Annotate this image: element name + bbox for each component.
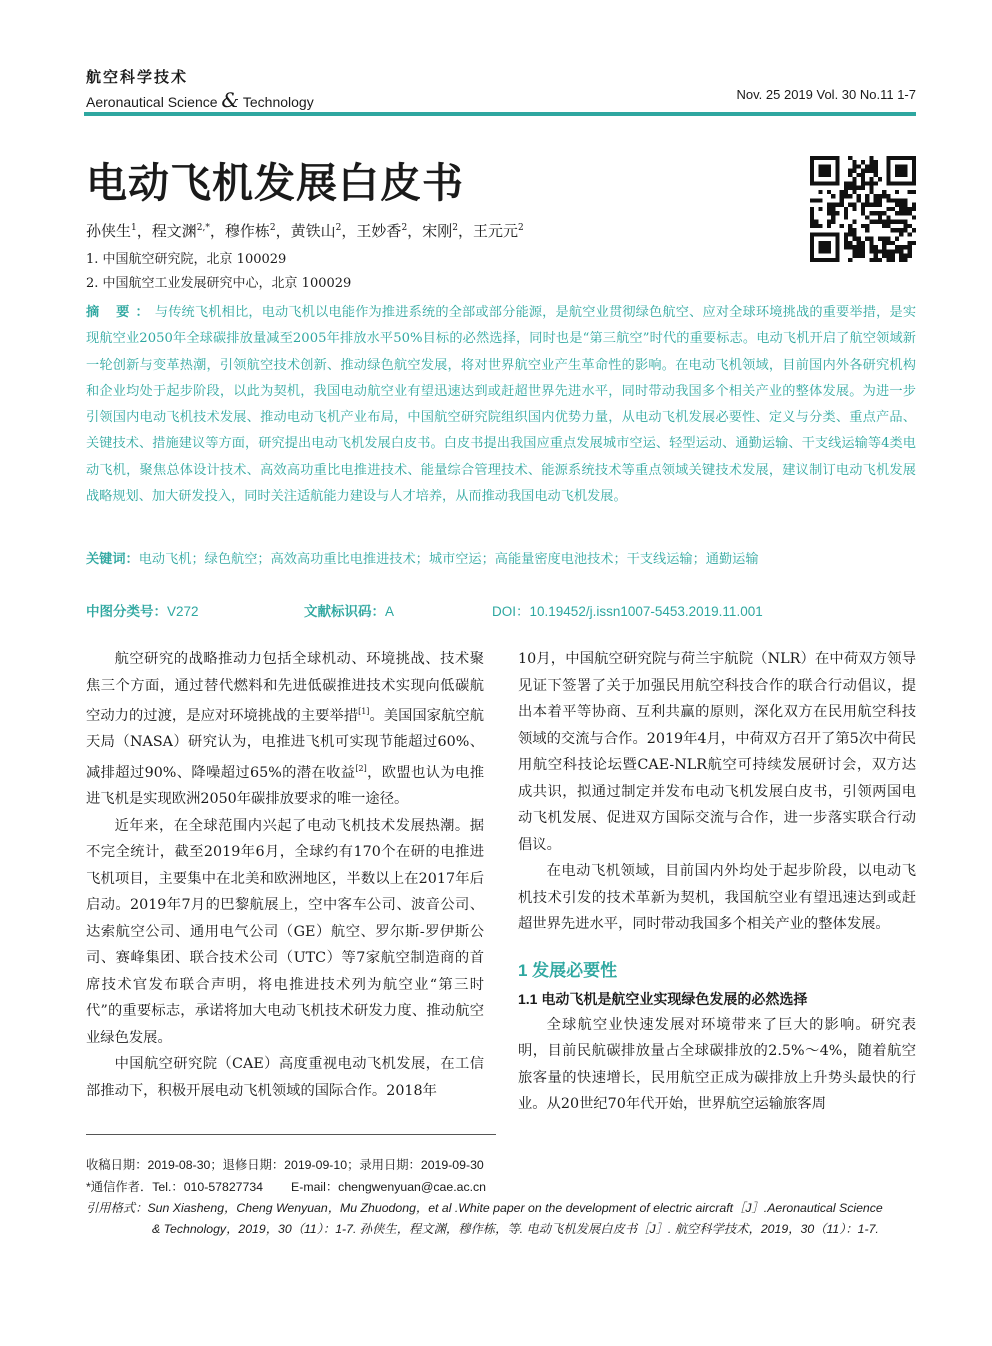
article-title: 电动飞机发展白皮书 bbox=[86, 159, 464, 207]
body-paragraph: 在电动飞机领域，目前国内外均处于起步阶段，以电动飞机技术引发的技术革新为契机，我国航空业有望迅速达到或赶超世界先进水平，同时带动我国多个相关产业的整体发展。 bbox=[518, 863, 916, 932]
body-paragraph: 近年来，在全球范围内兴起了电动飞机技术发展热潮。据不完全统计，截至2019年6月，全球约有170个在研的电推进飞机项目，主要集中在北美和欧洲地区，半数以上在2017年后启动。2019年7月的巴黎航展上，空中客车公司、波音公司、达索航空公司、通用电气公司（GE）航空、罗尔斯-罗伊斯公司、赛峰集团、联合技术公司（UTC）等7家航空制造商的首席技术官发布联合声明，将电推进技术列为航空业“第三时代”的重要标志，承诺将加大电动飞机技术研发力度、推动航空业绿色发展。 bbox=[86, 817, 484, 1046]
author-affiliation-mark: 2 bbox=[401, 223, 408, 233]
corresponding-author-tel: *通信作者．Tel.：010-57827734 bbox=[86, 1180, 264, 1194]
citation-line-1: 引用格式：Sun Xiasheng，Cheng Wenyuan，Mu Zhuodong，et al .White paper on the development of electric aircraft［J］.Aeronautical Science bbox=[86, 1201, 883, 1215]
citation-line-2: & Technology，2019，30（11）：1-7. 孙侠生，程文渊，穆作栋，等. 电动飞机发展白皮书［J］. 航空科学技术，2019，30（11）：1-7. bbox=[152, 1222, 879, 1236]
paragraph-text: ，欧盟也认为电推进飞机是实现欧洲2050年碳排放要求的唯一途径。 bbox=[86, 764, 484, 808]
doi-value[interactable]: 10.19452/j.issn1007-5453.2019.11.001 bbox=[529, 604, 763, 619]
author-name: 黄铁山 bbox=[290, 222, 336, 240]
issue-info: Nov. 25 2019 Vol. 30 No.11 1-7 bbox=[736, 87, 916, 102]
clc-label: 中图分类号： bbox=[86, 604, 167, 619]
author-affiliation-mark: 2 bbox=[335, 223, 342, 233]
body-paragraph: 全球航空业快速发展对环境带来了巨大的影响。研究表明，目前民航碳排放量占全球碳排放的2.5%～4%，随着航空旅客量的快速增长，民用航空正成为碳排放上升势头最快的行业。从20世纪70年代开始，世界航空运输旅客周 bbox=[518, 1016, 916, 1112]
keywords-text: 电动飞机；绿色航空；高效高功重比电推进技术；城市空运；高能量密度电池技术；干支线运输；通勤运输 bbox=[138, 552, 759, 567]
section-heading: 1 发展必要性 bbox=[518, 960, 618, 980]
corresponding-author-email[interactable]: E-mail：chengwenyuan@cae.ac.cn bbox=[291, 1180, 487, 1194]
author-list: 孙侠生$^1$，程文渊$^{2,*}$，穆作栋$^2$，黄铁山$^2$，王妙香$^2$，宋刚$^2$，王元元$^2$ bbox=[86, 222, 524, 240]
clc-value: V272 bbox=[167, 604, 199, 619]
qr-code-icon bbox=[810, 156, 916, 262]
citation-ref[interactable]: [2] bbox=[355, 763, 367, 773]
author-name: 程文渊 bbox=[151, 222, 197, 240]
paragraph-text: 航空研究的战略推动力包括全球机动、环境挑战、技术聚焦三个方面，通过替代燃料和先进低碳推进技术实现向低碳航空动力的过渡，是应对环境挑战的主要举措 bbox=[86, 651, 484, 724]
author-name: 王妙香 bbox=[356, 222, 402, 240]
author-name: 孙侠生 bbox=[86, 222, 132, 240]
paragraph-text: 。美国国家航空航天局（NASA）研究认为，电推进飞机可实现节能超过60%、减排超过90%、降噪超过65%的潜在收益 bbox=[86, 707, 485, 781]
author-affiliation-mark: 1 bbox=[131, 223, 137, 233]
body-column-left bbox=[86, 646, 484, 1104]
document-code-label: 文献标识码： bbox=[304, 604, 385, 619]
author-affiliation-mark: 2 bbox=[517, 223, 524, 233]
abstract-text: 与传统飞机相比，电动飞机以电能作为推进系统的全部或部分能源，是航空业贯彻绿色航空、应对全球环境挑战的重要举措，是实现航空业2050年全球碳排放量减至2005年排放水平50%目标的必然选择，同时也是“第三航空”时代的重要标志。电动飞机开启了航空领域新一轮创新与变革热潮，引领航空技术创新、推动绿色航空发展，将对世界航空业产生革命性的影响。在电动飞机领域，目前国内外各研究机构和企业均处于起步阶段，以此为契机，我国电动航空业有望迅速达到或赶超世界先进水平，同时带动我国多个相关产业的整体发展。为进一步引领国内电动飞机技术发展、推动电动飞机产业布局，中国航空研究院组织国内优势力量，从电动飞机发展必要性、定义与分类、重点产品、关键技术、措施建议等方面，研究提出电动飞机发展白皮书。白皮书提出我国应重点发展城市空运、轻型运动、通勤运输、干支线运输等4类电动飞机，聚焦总体设计技术、高效高功重比电推进技术、能量综合管理技术、能源系统技术等重点领域关键技术发展，建议制订电动飞机发展战略规划、加大研发投入，同时关注适航能力建设与人才培养，从而推动我国电动飞机发展。 bbox=[86, 305, 917, 505]
doi-label: DOI： bbox=[492, 604, 530, 619]
author-affiliation-mark: 2,* bbox=[196, 223, 210, 233]
citation-format bbox=[86, 1198, 918, 1240]
abstract bbox=[86, 300, 916, 510]
author-name: 穆作栋 bbox=[224, 222, 270, 240]
document-code bbox=[304, 600, 394, 620]
keywords bbox=[86, 548, 916, 567]
journal-name-en-part2: Technology bbox=[242, 94, 314, 110]
body-paragraph: 10月，中国航空研究院与荷兰宇航院（NLR）在中荷双方领导见证下签署了关于加强民用航空科技合作的联合行动倡议，提出本着平等协商、互利共赢的原则，深化双方在民用航空科技领域的交流与合作。2019年4月，中荷双方召开了第5次中荷民用航空科技论坛暨CAE-NLR航空可持续发展研讨会，双方达成共识，拟通过制定并发布电动飞机发展白皮书，引领两国电动飞机发展、促进双方国际交流与合作，进一步落实联合行动倡议。 bbox=[518, 651, 916, 853]
author-name: 宋刚 bbox=[422, 222, 453, 240]
footnote-divider bbox=[86, 1134, 496, 1135]
corresponding-author bbox=[86, 1177, 486, 1195]
subsection-heading: 1.1 电动飞机是航空业实现绿色发展的必然选择 bbox=[518, 990, 808, 1007]
journal-name-cn: 航空科学技术 bbox=[86, 68, 189, 86]
citation-ref[interactable]: [1] bbox=[358, 707, 370, 716]
doi bbox=[492, 600, 763, 620]
document-code-value: A bbox=[385, 604, 395, 619]
keywords-label: 关键词： bbox=[86, 551, 139, 566]
clc-number bbox=[86, 600, 199, 620]
author-affiliation-mark: 2 bbox=[452, 223, 458, 233]
affiliation-2: 2. 中国航空工业发展研究中心，北京 100029 bbox=[86, 276, 352, 291]
author-name: 王元元 bbox=[472, 222, 518, 240]
journal-name-en-part1: Aeronautical Science bbox=[86, 94, 218, 110]
affiliation-1: 1. 中国航空研究院，北京 100029 bbox=[86, 252, 287, 267]
header-divider bbox=[84, 112, 916, 116]
journal-name-en bbox=[86, 88, 314, 112]
article-metadata bbox=[86, 600, 916, 622]
received-dates: 收稿日期：2019-08-30；退修日期：2019-09-10；录用日期：2019-09-30 bbox=[86, 1158, 484, 1172]
body-column-right bbox=[518, 646, 916, 1118]
body-paragraph: 中国航空研究院（CAE）高度重视电动飞机发展，在工信部推动下，积极开展电动飞机领域的国际合作。2018年 bbox=[86, 1056, 484, 1099]
body-paragraph bbox=[86, 646, 484, 813]
abstract-label: 摘 要： bbox=[86, 305, 155, 320]
journal-name-ampersand: & bbox=[221, 88, 240, 112]
author-affiliation-mark: 2 bbox=[269, 223, 276, 233]
